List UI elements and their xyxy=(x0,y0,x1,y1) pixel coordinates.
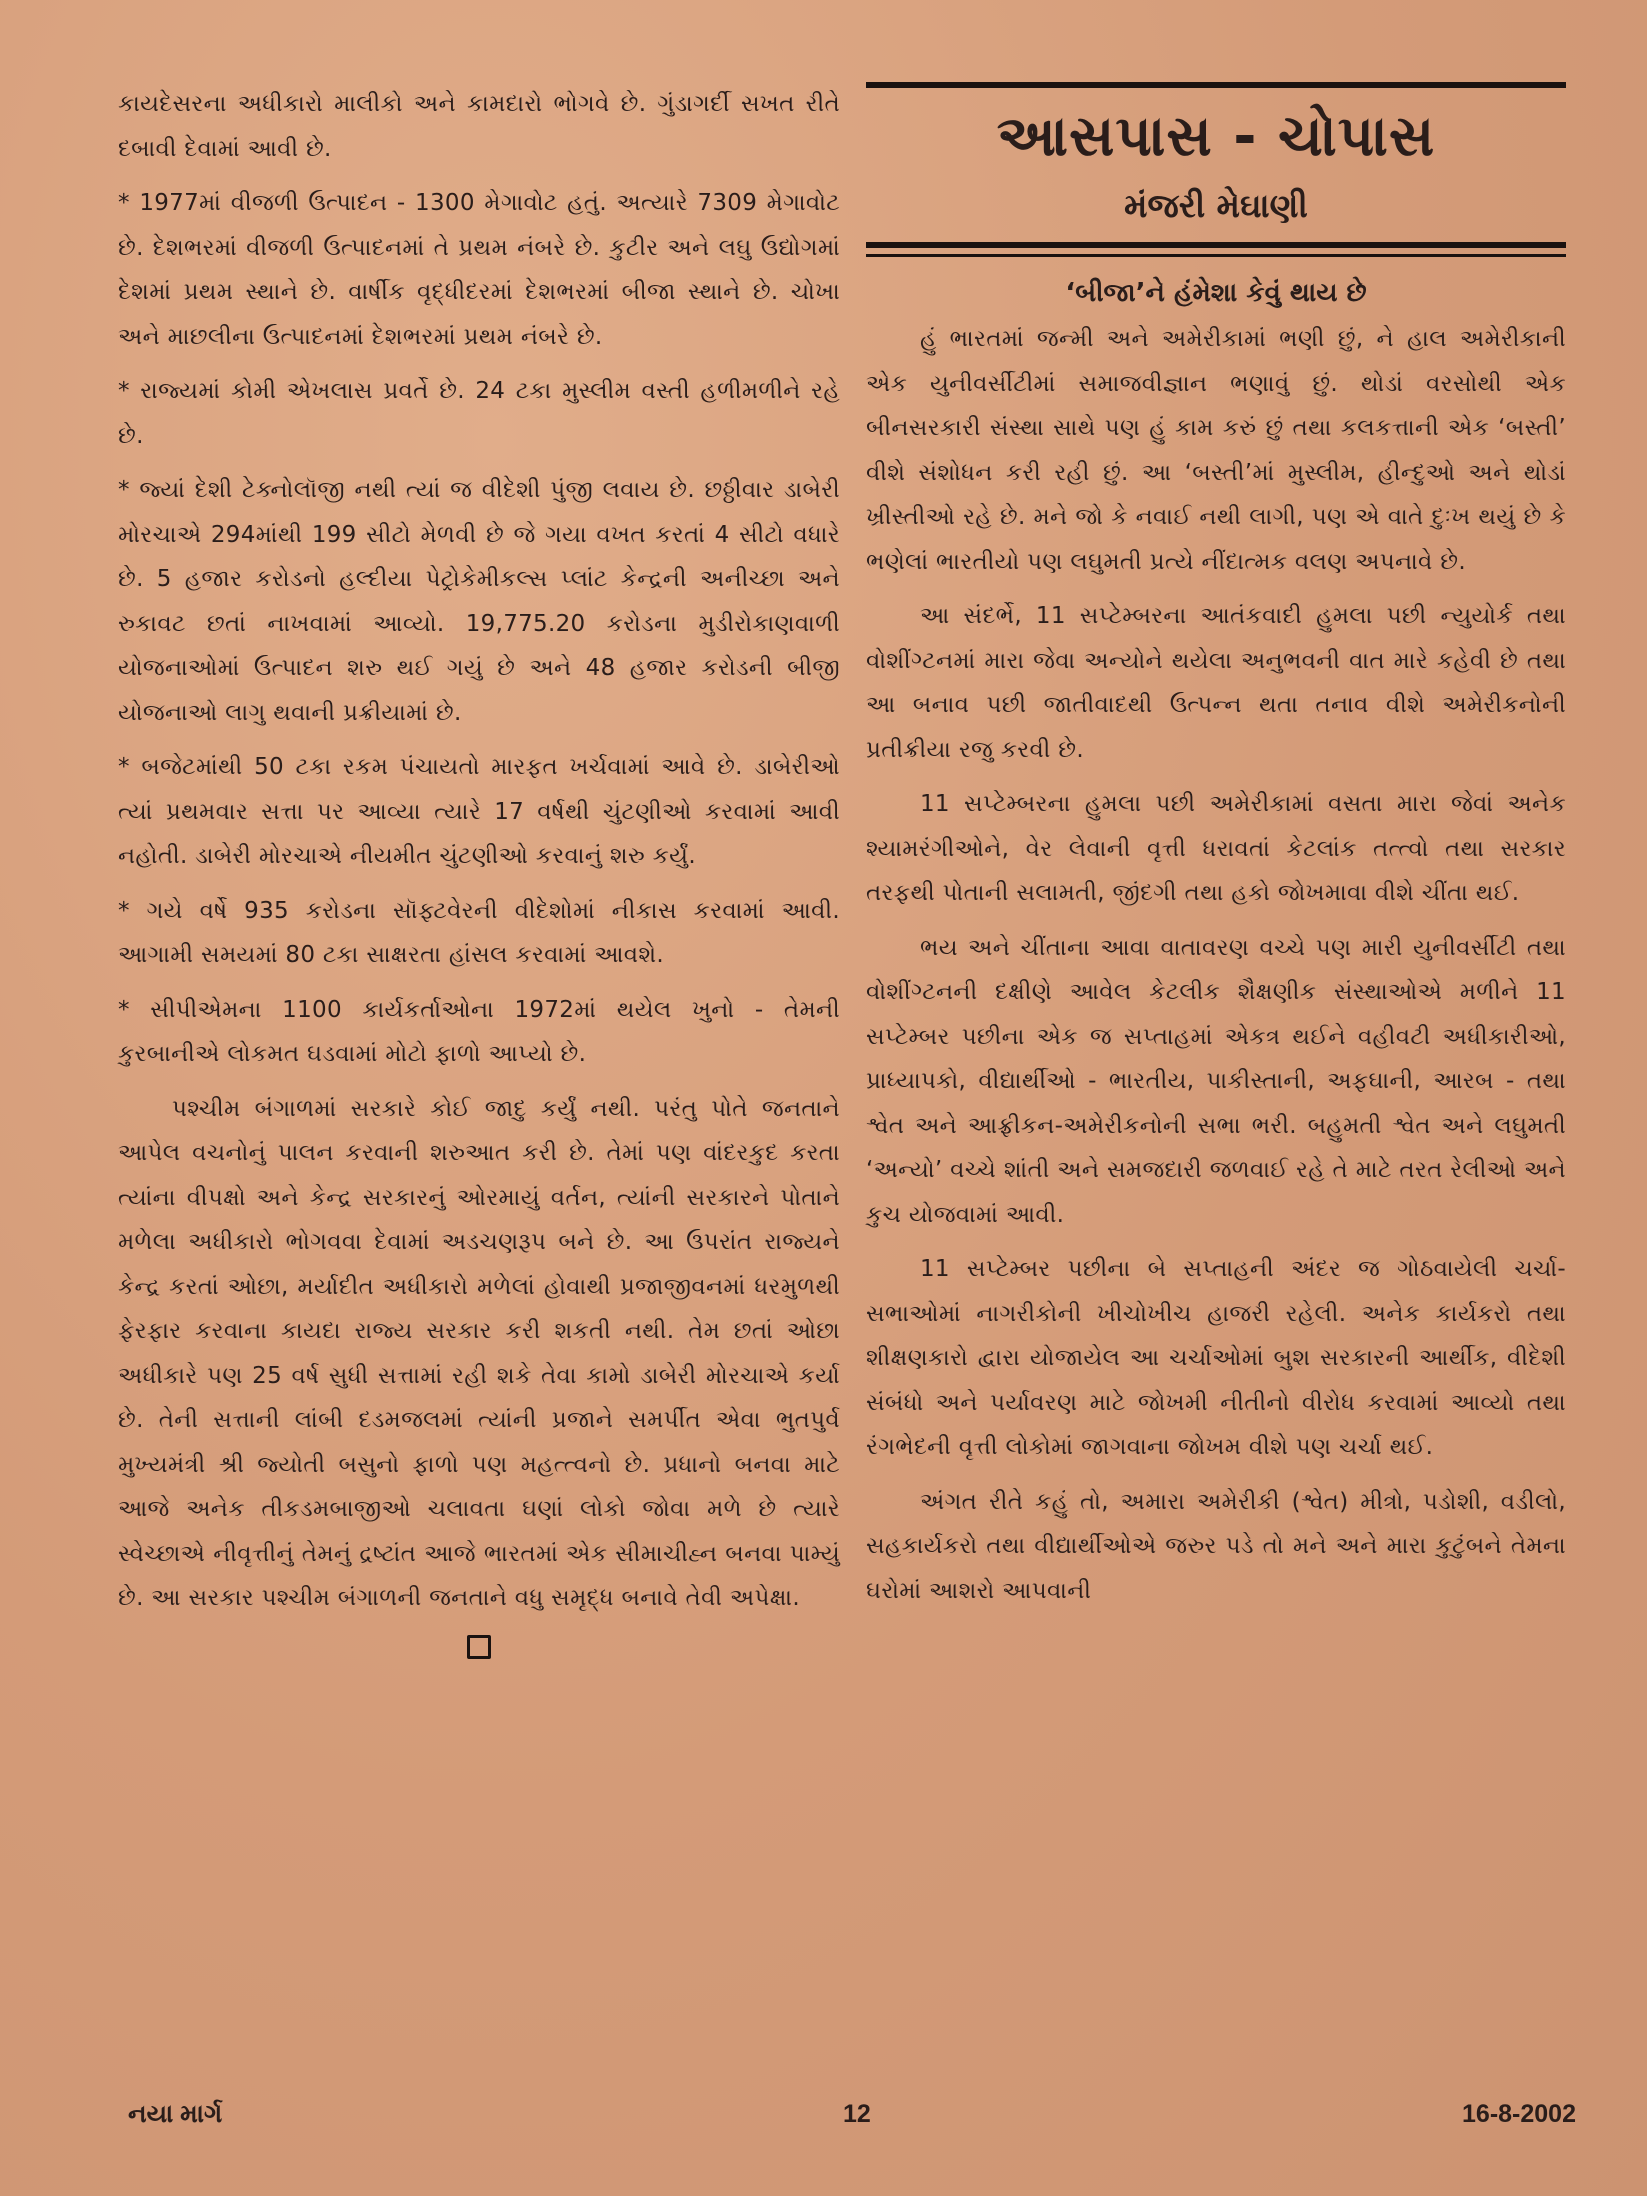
body-paragraph: ભય અને ચીંતાના આવા વાતાવરણ વચ્ચે પણ મારી યુનીવર્સીટી તથા વોશીંગ્ટનની દક્ષીણે આવેલ કેટલીક શૈક્ષણીક સંસ્થાઓએ મળીને 11 સપ્ટેમ્બર પછીના એક જ સપ્તાહમાં એકત્ર થઈને વહીવટી અધીકારીઓ, પ્રાધ્યાપકો, વીદ્યાર્થીઓ - ભારતીય, પાકીસ્તાની, અફઘાની, આરબ - તથા શ્વેત અને આફ્રીકન-અમેરીકનોની સભા ભરી. બહુમતી શ્વેત અને લઘુમતી ‘અન્યો’ વચ્ચે શાંતી અને સમજદારી જળવાઈ રહે તે માટે તરત રેલીઓ અને કુચ યોજવામાં આવી. xyxy=(866,934,1566,1228)
bullet-paragraph: * જ્યાં દેશી ટેક્નોલૉજી નથી ત્યાં જ વીદેશી પુંજી લવાય છે. છઠ્ઠીવાર ડાબેરી મોરચાએ 294માંથી 199 સીટો મેળવી છે જે ગયા વખત કરતાં 4 સીટો વધારે છે. 5 હજાર કરોડનો હલ્દીયા પેટ્રોકેમીકલ્સ પ્લાંટ કેન્દ્રની અનીચ્છા અને રુકાવટ છતાં નાખવામાં આવ્યો. 19,775.20 કરોડના મુડીરોકાણવાળી યોજનાઓમાં ઉત્પાદન શરુ થઈ ગયું છે અને 48 હજાર કરોડની બીજી યોજનાઓ લાગુ થવાની પ્રક્રીયામાં છે. xyxy=(118,477,840,726)
article-title: ‘બીજા’ને હંમેશા કેવું થાય છે xyxy=(1065,278,1367,308)
body-paragraph: 11 સપ્ટેમ્બરના હુમલા પછી અમેરીકામાં વસતા મારા જેવાં અનેક શ્યામરંગીઓને, વેર લેવાની વૃત્તી ધરાવતાં કેટલાંક તત્ત્વો તથા સરકાર તરફથી પોતાની સલામતી, જીંદગી તથા હકો જોખમાવા વીશે ચીંતા થઈ. xyxy=(866,791,1566,906)
body-paragraph: હું ભારતમાં જન્મી અને અમેરીકામાં ભણી છું, ને હાલ અમેરીકાની એક યુનીવર્સીટીમાં સમાજવીજ્ઞાન ભણાવું છું. થોડાં વરસોથી એક બીનસરકારી સંસ્થા સાથે પણ હું કામ કરું છું તથા કલકત્તાની એક ‘બસ્તી’ વીશે સંશોધન કરી રહી છું. આ ‘બસ્તી’માં મુસ્લીમ, હીન્દુઓ અને થોડાં ખ્રીસ્તીઓ રહે છે. મને જો કે નવાઈ નથી લાગી, પણ એ વાતે દુઃખ થયું છે કે ભણેલાં ભારતીયો પણ લઘુમતી પ્રત્યે નીંદાત્મક વલણ અપનાવે છે. xyxy=(866,326,1566,575)
top-rule xyxy=(866,82,1566,88)
page-footer xyxy=(118,2100,1576,2140)
issue-date: 16-8-2002 xyxy=(1462,2100,1576,2128)
body-paragraph: આ સંદર્ભે, 11 સપ્ટેમ્બરના આતંકવાદી હુમલા પછી ન્યુયોર્ક તથા વોશીંગ્ટનમાં મારા જેવા અન્યોને થયેલા અનુભવની વાત મારે કહેવી છે તથા આ બનાવ પછી જાતીવાદથી ઉત્પન્ન થતા તનાવ વીશે અમેરીકનોની પ્રતીક્રીયા રજુ કરવી છે. xyxy=(866,603,1566,763)
body-paragraph: પશ્ચીમ બંગાળમાં સરકારે કોઈ જાદુ કર્યું નથી. પરંતુ પોતે જનતાને આપેલ વચનોનું પાલન કરવાની શરુઆત કરી છે. તેમાં પણ વાંદરકુદ કરતા ત્યાંના વીપક્ષો અને કેન્દ્ર સરકારનું ઓરમાયું વર્તન, ત્યાંની સરકારને પોતાને મળેલા અધીકારો ભોગવવા દેવામાં અડચણરૂપ બને છે. આ ઉપરાંત રાજ્યને કેન્દ્ર કરતાં ઓછા, મર્યાદીત અધીકારો મળેલાં હોવાથી પ્રજાજીવનમાં ધરમુળથી ફેરફાર કરવાના કાયદા રાજ્ય સરકાર કરી શકતી નથી. તેમ છતાં ઓછા અધીકારે પણ 25 વર્ષ સુધી સત્તામાં રહી શકે તેવા કામો ડાબેરી મોરચાએ કર્યા છે. તેની સત્તાની લાંબી દડમજલમાં ત્યાંની પ્રજાને સમર્પીત એવા ભુતપુર્વ મુખ્યમંત્રી શ્રી જ્યોતી બસુનો ફાળો પણ મહત્ત્વનો છે. પ્રધાનો બનવા માટે આજે અનેક તીકડમબાજીઓ ચલાવતા ઘણાં લોકો જોવા મળે છે ત્યારે સ્વેચ્છાએ નીવૃત્તીનું તેમનું દ્રષ્ટાંત આજે ભારતમાં એક સીમાચીહ્ન બનવા પામ્યું છે. આ સરકાર પશ્ચીમ બંગાળની જનતાને વધુ સમૃદ્ધ બનાવે તેવી અપેક્ષા. xyxy=(118,1095,840,1611)
bullet-paragraph: * રાજ્યમાં કોમી એખલાસ પ્રવર્તે છે. 24 ટકા મુસ્લીમ વસ્તી હળીમળીને રહે છે. xyxy=(118,378,840,449)
page-number: 12 xyxy=(843,2100,871,2128)
body-paragraph: 11 સપ્ટેમ્બર પછીના બે સપ્તાહની અંદર જ ગોઠવાયેલી ચર્ચા-સભાઓમાં નાગરીકોની ખીચોખીચ હાજરી રહેલી. અનેક કાર્યકરો તથા શીક્ષણકારો દ્વારા યોજાયેલ આ ચર્ચાઓમાં બુશ સરકારની આર્થીક, વીદેશી સંબંધો અને પર્યાવરણ માટે જોખમી નીતીનો વીરોધ કરવામાં આવ્યો તથા રંગભેદની વૃત્તી લોકોમાં જાગવાના જોખમ વીશે પણ ચર્ચા થઈ. xyxy=(866,1256,1566,1460)
end-of-article-mark xyxy=(467,1635,491,1659)
body-paragraph: કાયદેસરના અધીકારો માલીકો અને કામદારો ભોગવે છે. ગુંડાગર્દી સખત રીતે દબાવી દેવામાં આવી છે. xyxy=(118,91,840,162)
column-masthead: આસપાસ - ચોપાસ xyxy=(996,104,1436,169)
publication-name: નયા માર્ગ xyxy=(128,2100,223,2128)
left-column xyxy=(118,82,840,1659)
bullet-paragraph: * સીપીએમના 1100 કાર્યકર્તાઓના 1972માં થયેલ ખુનો - તેમની કુરબાનીએ લોકમત ઘડવામાં મોટો ફાળો આપ્યો છે. xyxy=(118,996,840,1067)
bullet-paragraph: * ગયે વર્ષે 935 કરોડના સૉફ્ટવેરની વીદેશોમાં નીકાસ કરવામાં આવી. આગામી સમયમાં 80 ટકા સાક્ષરતા હાંસલ કરવામાં આવશે. xyxy=(118,897,840,968)
bullet-paragraph: * બજેટમાંથી 50 ટકા રકમ પંચાયતો મારફત ખર્ચવામાં આવે છે. ડાબેરીઓ ત્યાં પ્રથમવાર સત્તા પર આવ્યા ત્યારે 17 વર્ષથી ચુંટણીઓ કરવામાં આવી નહોતી. ડાબેરી મોરચાએ નીયમીત ચુંટણીઓ કરવાનું શરુ કર્યું. xyxy=(118,754,840,869)
author-name: મંજરી મેઘાણી xyxy=(1124,186,1308,225)
body-paragraph: અંગત રીતે કહું તો, અમારા અમેરીકી (શ્વેત) મીત્રો, પડોશી, વડીલો, સહકાર્યકરો તથા વીદ્યાર્થીઓએ જરુર પડે તો મને અને મારા કુટુંબને તેમના ઘરોમાં આશરો આપવાની xyxy=(866,1488,1566,1604)
bullet-paragraph: * 1977માં વીજળી ઉત્પાદન - 1300 મેગાવોટ હતું. અત્યારે 7309 મેગાવોટ છે. દેશભરમાં વીજળી ઉત્પાદનમાં તે પ્રથમ નંબરે છે. કુટીર અને લઘુ ઉદ્યોગમાં દેશમાં પ્રથમ સ્થાને છે. વાર્ષીક વૃદ્ધીદરમાં દેશભરમાં બીજા સ્થાને છે. ચોખા અને માછલીના ઉત્પાદનમાં દેશભરમાં પ્રથમ નંબરે છે. xyxy=(118,190,840,350)
masthead-rule-thin xyxy=(866,254,1566,257)
masthead-rule xyxy=(866,242,1566,248)
right-column xyxy=(866,82,1566,1623)
